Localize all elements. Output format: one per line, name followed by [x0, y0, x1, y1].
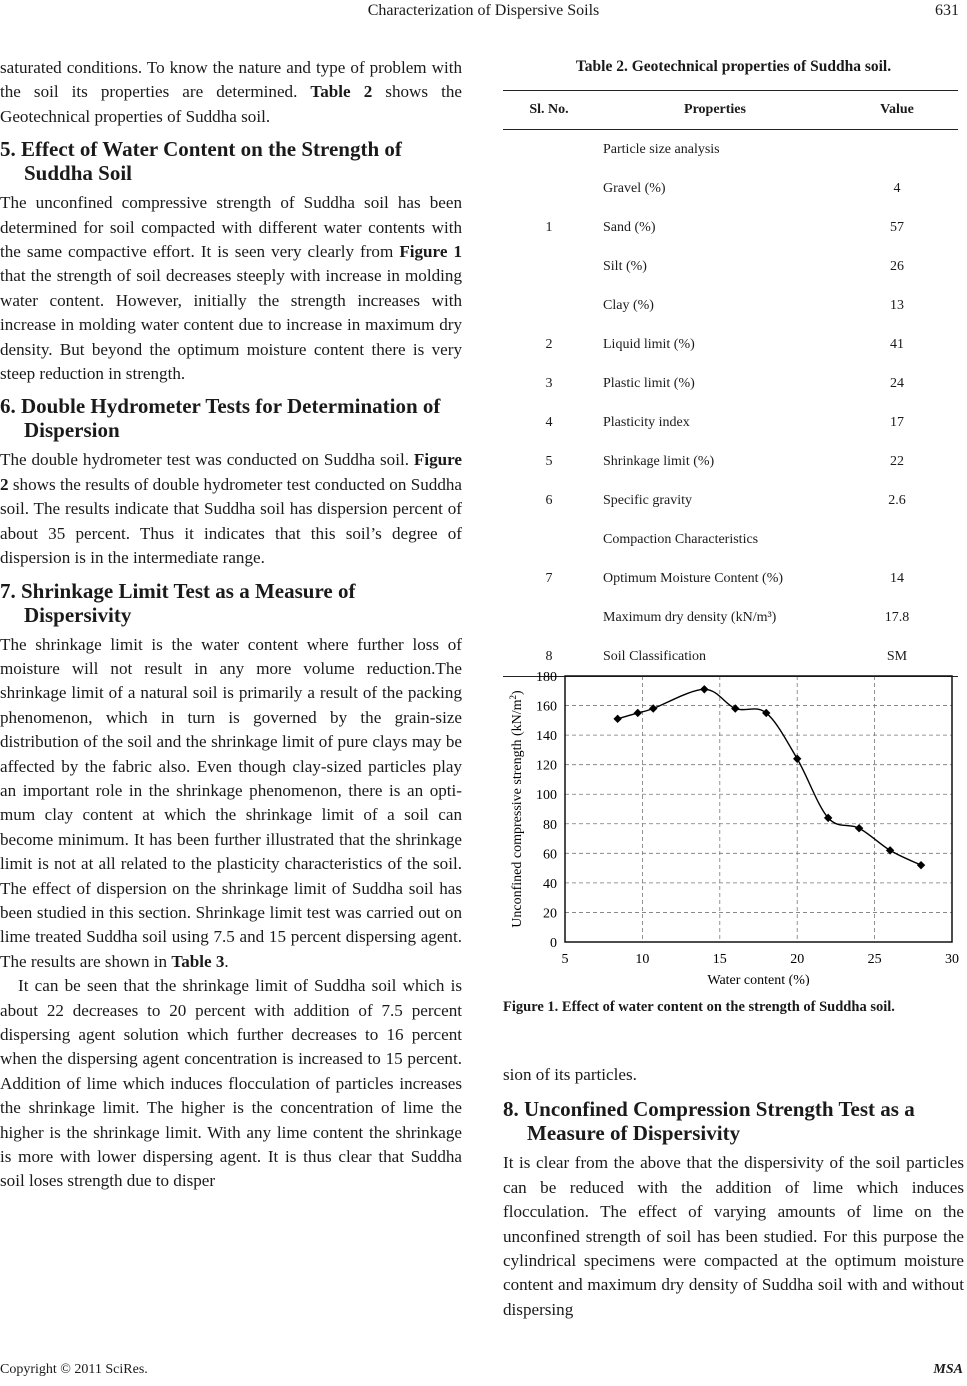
cell-value: 13 [890, 297, 904, 313]
intro-text-end: shows the Geotechnical properties of Suddha soil. [0, 82, 462, 126]
y-tick-label: 120 [536, 758, 557, 774]
section7-paragraph-2: It can be seen that the shrinkage limit of Suddha soil which is about 22 decreases to 20 percent with addition of 7.5 percent dispersing agent solution which further decreases to 16 percent when the dispersing agent concentration is increased to 15 percent. Addition of lime which induces flocculation of particles increases the shrinkage limit. The higher is the concentration of lime the higher is the shrinkage limit. With any lime content the shrinkage is more with lower dispersing agent. It is thus clear that Suddha soil loses strength due to disper [0, 976, 462, 1191]
section7-text-end: . [224, 951, 229, 971]
y-tick-label: 0 [550, 936, 557, 951]
data-point-marker [793, 755, 801, 763]
cell-property: Particle size analysis [603, 141, 720, 157]
section5-paragraph [0, 191, 462, 386]
cell-value: 2.6 [888, 492, 906, 508]
plot-frame [565, 676, 952, 942]
y-tick-label: 40 [543, 876, 557, 892]
y-tick-label: 160 [536, 699, 557, 715]
section6-text-end: shows the results of double hydrometer test conducted on Suddha soil. The results indicate that Suddha soil has dispersion percent of about 35 percent. Thus it indicates that this soil’s degree of dispersion is in the intermediate range. [0, 474, 462, 568]
y-tick-label: 180 [536, 670, 557, 685]
cell-property: Maximum dry density (kN/m³) [603, 609, 777, 625]
cell-sl-no: 5 [545, 453, 553, 469]
table-row [503, 169, 958, 208]
cell-property: Liquid limit (%) [603, 336, 695, 352]
x-tick-label: 10 [635, 952, 650, 967]
header-value: Value [836, 91, 958, 130]
cell-sl-no [503, 169, 595, 208]
cell-sl-no [503, 247, 595, 286]
cell-value: 24 [890, 375, 904, 391]
figure1-chart [507, 664, 965, 986]
cell-property: Optimum Moisture Content (%) [603, 570, 784, 586]
cell-value: 17.8 [884, 609, 910, 625]
y-tick-label: 20 [543, 906, 557, 922]
cell-property: Gravel (%) [603, 180, 666, 196]
table-row [503, 559, 958, 598]
table-row [503, 130, 958, 170]
header-sl-no: Sl. No. [503, 91, 595, 130]
section5-text: The unconfined compressive strength of Suddha soil has been determined for soil compacted with different water contents with the same compactive effort. It is seen very clearly from [0, 193, 462, 262]
intro-text: saturated conditions. To know the nature and type of problem with the soil its properties are determined. [0, 58, 462, 102]
figure1-chart-svg [507, 664, 965, 986]
strength-series-line [618, 689, 921, 865]
x-axis-label: Water content (%) [707, 973, 810, 986]
table-row [503, 364, 958, 403]
cell-property: Plasticity index [603, 414, 690, 430]
figure2-ref-link[interactable]: Figure 2 [0, 450, 462, 494]
cell-property: Sand (%) [603, 219, 656, 235]
header-properties: Properties [595, 91, 836, 130]
table-row [503, 598, 958, 637]
cell-value: SM [836, 637, 958, 677]
cell-sl-no [503, 598, 595, 637]
cell-property: Specific gravity [603, 492, 693, 508]
cell-property: Shrinkage limit (%) [603, 453, 715, 469]
section7-text: The shrinkage limit is the water content where further loss of moisture will not result in any more volume reduction.The shrinkage limit of a natural soil is primarily a result of the packing phenomenon, which in turn is governed by the grain-size distribution of the soil and the shrinkage limit of pure clays may be affected by the fabric also. Even though clay-sized particles play an important role in the shrinkage phenomenon, there is an optimum clay content at which the shrinkage limit of a soil can become minimum. It has been further illustrated that the shrinkage limit is not at all related to the plasticity characteristics of the soil. The effect of dispersion on the shrinkage limit of Suddha soil has been studied in this section. Shrinkage limit test was carried out on lime treated Suddha soil using 7.5 and 15 percent dispersing agent. The results are shown in [0, 634, 462, 971]
cell-property: Clay (%) [603, 297, 654, 313]
cell-sl-no: 3 [545, 375, 553, 391]
cell-value: 26 [890, 258, 904, 274]
y-tick-labels [536, 670, 557, 951]
cell-sl-no: 8 [503, 637, 595, 677]
x-tick-labels [562, 952, 960, 967]
table-row [503, 403, 958, 442]
section7-heading: 7. Shrinkage Limit Test as a Measure of Dispersivity [0, 578, 356, 627]
intro-paragraph [0, 56, 462, 129]
y-tick-label: 60 [543, 847, 557, 863]
table-row [503, 442, 958, 481]
cell-property: Soil Classification [595, 637, 836, 677]
cell-sl-no: 7 [545, 570, 553, 586]
table2-ref-link[interactable]: Table 2 [310, 82, 373, 102]
cell-sl-no: 2 [545, 336, 553, 352]
table-row [503, 208, 958, 247]
x-tick-label: 30 [945, 952, 959, 967]
left-column [0, 56, 462, 1194]
cell-value: 41 [890, 336, 904, 352]
cell-property: Plastic limit (%) [603, 375, 695, 391]
data-point-marker [634, 709, 642, 717]
table-row [503, 286, 958, 325]
cell-sl-no [503, 130, 595, 170]
cell-value: 14 [890, 570, 904, 586]
footer-copyright: Copyright © 2011 SciRes. [0, 1362, 148, 1377]
cell-value: 17 [890, 414, 904, 430]
running-title: Characterization of Dispersive Soils [367, 2, 600, 19]
x-tick-label: 15 [712, 952, 727, 967]
data-point-marker [700, 685, 708, 693]
geotechnical-properties-table [503, 90, 958, 677]
section6-heading: 6. Double Hydrometer Tests for Determination of Dispersion [0, 394, 441, 443]
cell-property: Silt (%) [603, 258, 647, 274]
x-tick-label: 5 [561, 952, 569, 967]
cell-sl-no [503, 286, 595, 325]
cell-sl-no [503, 520, 595, 559]
y-tick-label: 100 [536, 788, 557, 804]
figure1-ref-link[interactable]: Figure 1 [399, 242, 462, 262]
section5-text-end: that the strength of soil decreases steeply with increase in molding water content. However, initially the strength increases with increase in molding water content due to increase in maximum dry density. But beyond the optimum moisture content there is very steep reduction in strength. [0, 266, 462, 384]
right-column [503, 56, 964, 677]
footer-journal: MSA [933, 1362, 963, 1377]
table-row [503, 247, 958, 286]
section6-text: The double hydrometer test was conducted on Suddha soil. [0, 450, 414, 470]
table-row [503, 481, 958, 520]
table-row [503, 520, 958, 559]
cell-property: Compaction Characteristics [603, 531, 759, 547]
data-point-marker [855, 824, 863, 832]
cell-sl-no: 6 [545, 492, 553, 508]
x-tick-label: 20 [790, 952, 805, 967]
y-tick-label: 140 [536, 729, 557, 745]
cell-value [836, 130, 958, 170]
table-header-row [503, 91, 958, 130]
section8-heading: 8. Unconfined Compression Strength Test as a Measure of Dispersivity [503, 1097, 915, 1146]
right-column-bottom [503, 1063, 964, 1322]
y-axis-label: Unconfined compressive strength $(kN/m^2)$ [508, 690, 525, 928]
table-row [503, 325, 958, 364]
table-body [503, 130, 958, 677]
section8-paragraph: It is clear from the above that the dispersivity of the soil particles can be reduced with the addition of lime which induces flocculation. The effect of varying amounts of lime on the unconfined strength of soil has been studied. For this purpose the cylindrical specimens were compacted at the optimum moisture content and maximum dry density of Suddha soil with and without dispersing [503, 1153, 964, 1319]
y-tick-label: 80 [543, 817, 557, 833]
cell-sl-no: 4 [545, 414, 553, 430]
figure1-caption: Figure 1. Effect of water content on the strength of Suddha soil. [503, 999, 895, 1015]
cell-sl-no: 1 [545, 219, 553, 235]
cell-value [836, 520, 958, 559]
section5-heading: 5. Effect of Water Content on the Strength of Suddha Soil [0, 137, 402, 186]
table2-caption: Table 2. Geotechnical properties of Suddha soil. [575, 58, 892, 75]
x-tick-label: 25 [867, 952, 882, 967]
page-number: 631 [935, 2, 959, 19]
continued-paragraph: sion of its particles. [503, 1065, 637, 1084]
section6-paragraph [0, 448, 462, 570]
data-point-marker [731, 704, 739, 712]
table3-ref-link[interactable]: Table 3 [171, 951, 225, 971]
data-point-marker [917, 861, 925, 869]
section7-paragraph [0, 633, 462, 975]
data-point-marker [613, 715, 621, 723]
cell-value: 57 [890, 219, 904, 235]
cell-value: 4 [893, 180, 901, 196]
chart-grid [565, 676, 952, 942]
cell-value: 22 [890, 453, 904, 469]
